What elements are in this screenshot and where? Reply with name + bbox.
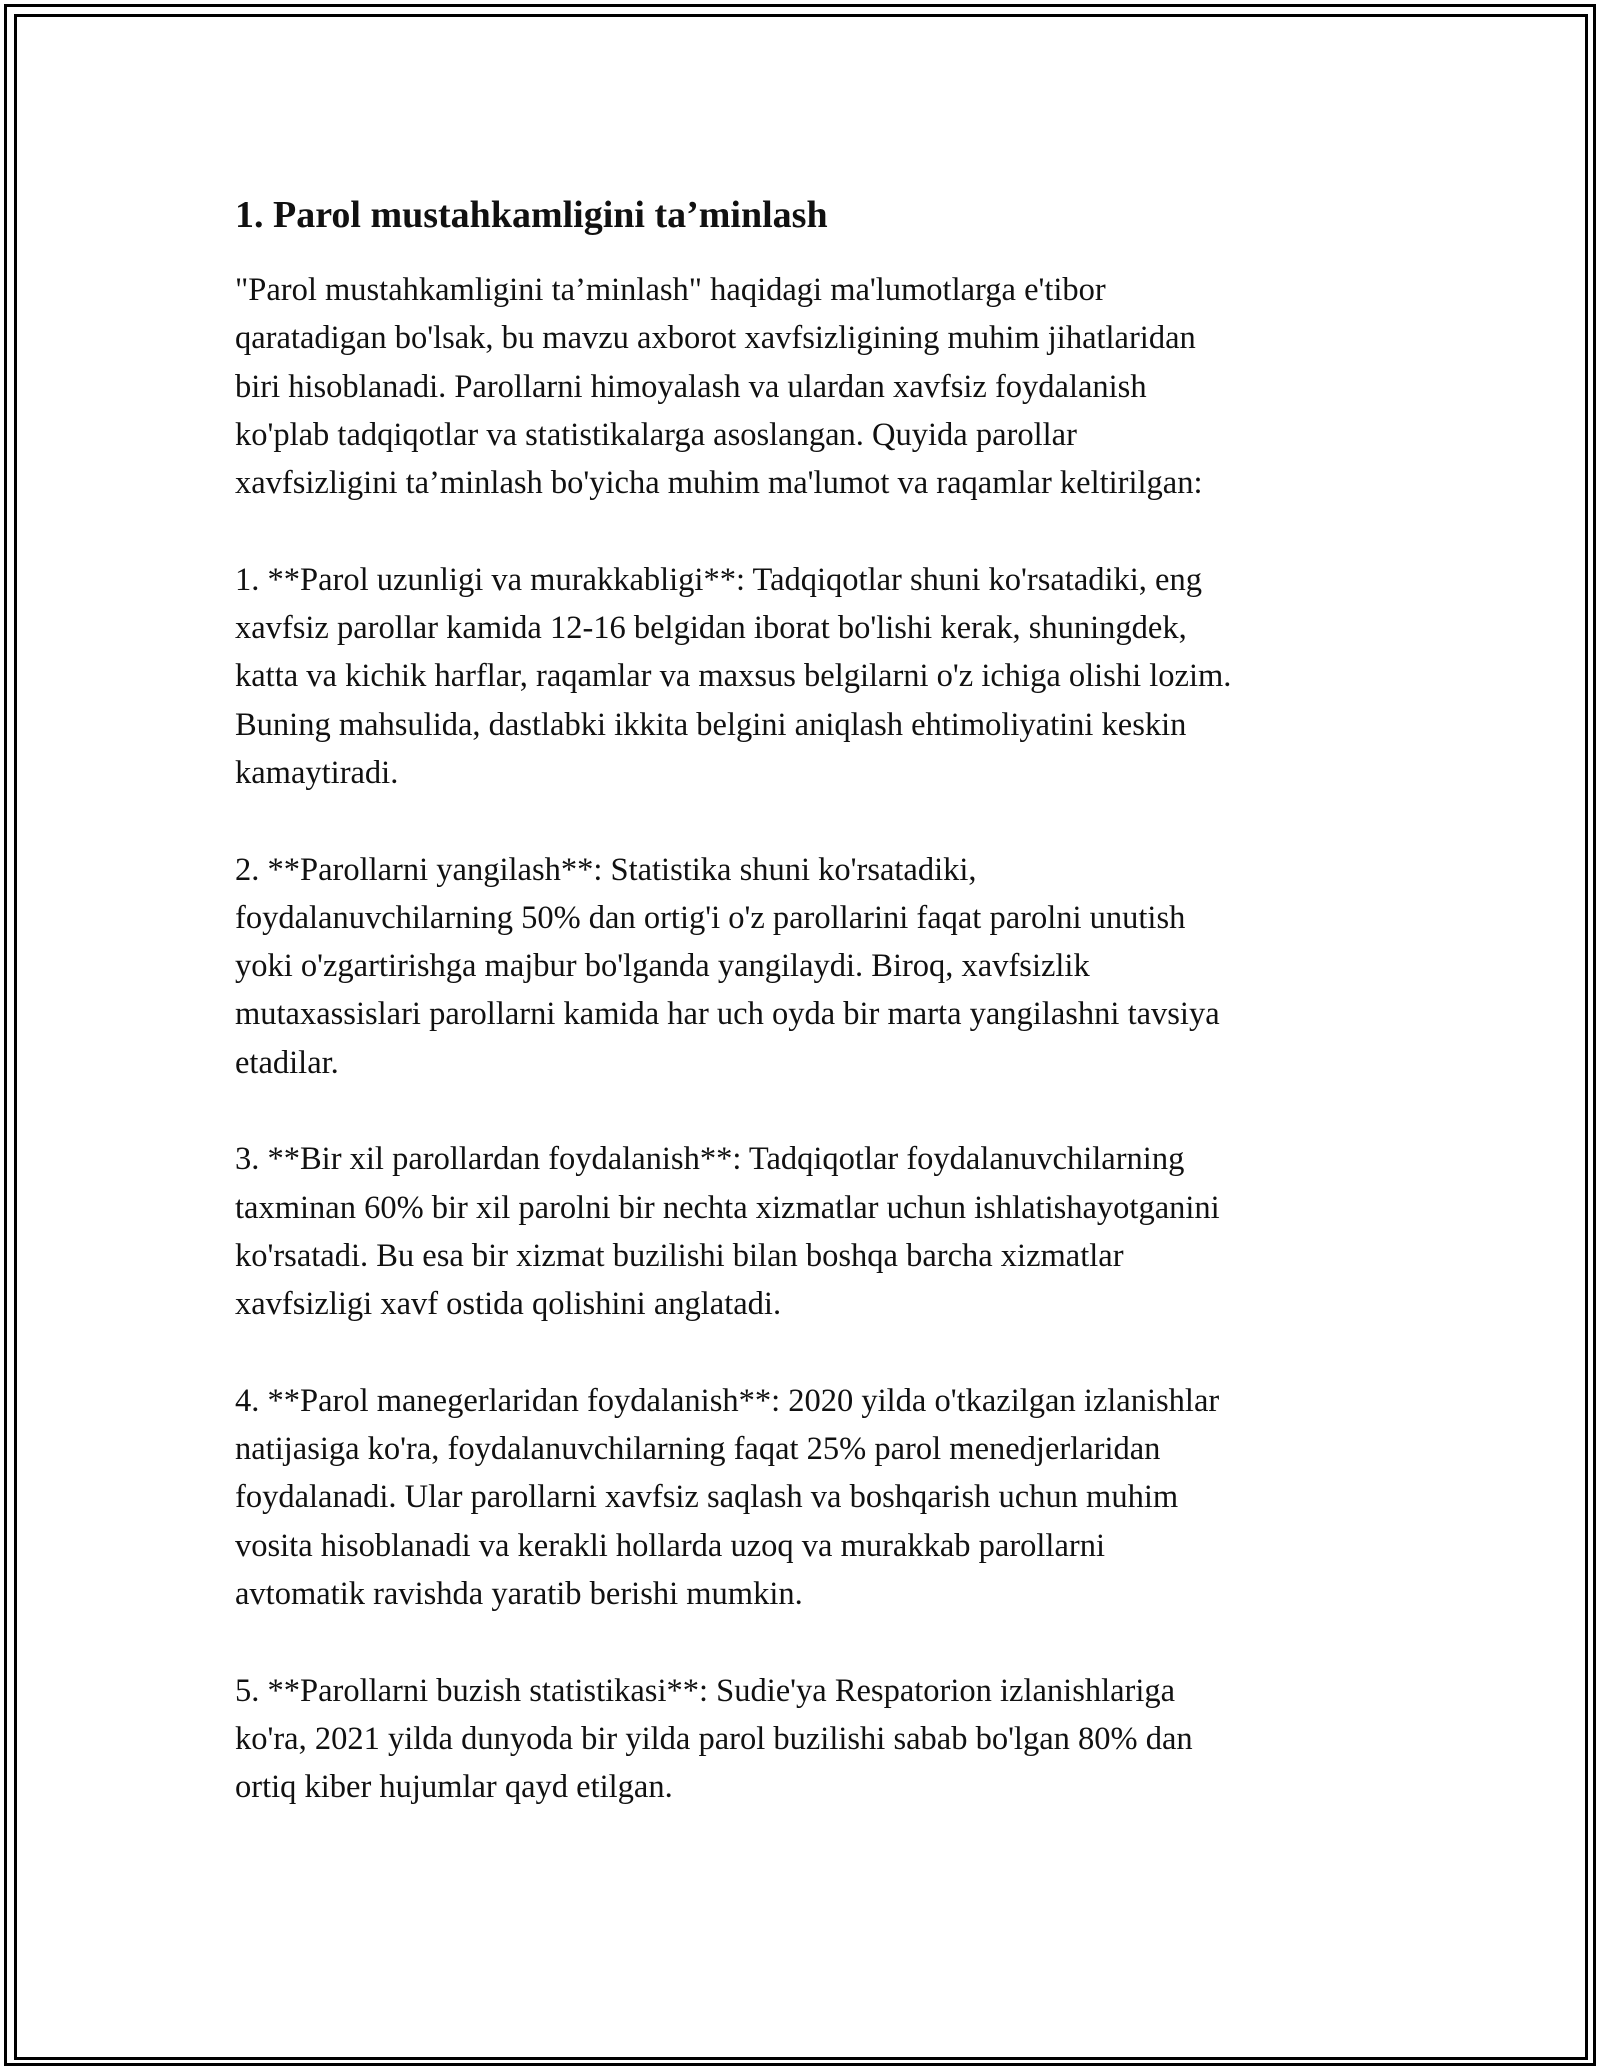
point-1-paragraph: 1. **Parol uzunligi va murakkabligi**: Tadqiqotlar shuni ko'rsatadiki, eng xavfsiz parollar kamida 12-16 belgidan iborat bo'lishi kerak, shuningdek, katta va kichik harflar, raqamlar va maxsus belgilarni o'z ichiga olishi lozim. Buning mahsulida, dastlabki ikkita belgini aniqlash ehtimoliyatini keskin kamaytiradi. [235,561,1232,791]
point-5-paragraph: 5. **Parollarni buzish statistikasi**: Sudie'ya Respatorion izlanishlariga ko'ra, 2021 yilda dunyoda bir yilda parol buzilishi sabab bo'lgan 80% dan ortiq kiber hujumlar qayd etilgan. [235,1672,1193,1806]
document-body [235,188,1380,1860]
intro-paragraph: "Parol mustahkamligini ta’minlash" haqidagi ma'lumotlarga e'tibor qaratadigan bo'lsak, bu mavzu axborot xavfsizligining muhim jihatlaridan biri hisoblanadi. Parollarni himoyalash va ulardan xavfsiz foydalanish ko'plab tadqiqotlar va statistikalarga asoslangan. Quyida parollar xavfsizligini ta’minlash bo'yicha muhim ma'lumot va raqamlar keltirilgan: [235,272,1203,502]
section-heading: 1. Parol mustahkamligini ta’minlash [235,194,828,236]
point-4-paragraph: 4. **Parol manegerlaridan foydalanish**: 2020 yilda o'tkazilgan izlanishlar natijasiga ko'ra, foydalanuvchilarning faqat 25% parol menedjerlaridan foydalanadi. Ular parollarni xavfsiz saqlash va boshqarish uchun muhim vosita hisoblanadi va kerakli hollarda uzoq va murakkab parollarni avtomatik ravishda yaratib berishi mumkin. [235,1382,1220,1613]
point-3-paragraph: 3. **Bir xil parollardan foydalanish**: Tadqiqotlar foydalanuvchilarning taxminan 60% bir xil parolni bir nechta xizmatlar uchun ishlatishayotganini ko'rsatadi. Bu esa bir xizmat buzilishi bilan boshqa barcha xizmatlar xavfsizligi xavf ostida qolishini anglatadi. [235,1141,1220,1323]
point-2-paragraph: 2. **Parollarni yangilash**: Statistika shuni ko'rsatadiki, foydalanuvchilarning 50% dan ortig'i o'z parollarini faqat parolni unutish yoki o'zgartirishga majbur bo'lganda yangilaydi. Biroq, xavfsizlik mutaxassislari parollarni kamida har uch oyda bir marta yangilashni tavsiya etadilar. [235,851,1220,1081]
